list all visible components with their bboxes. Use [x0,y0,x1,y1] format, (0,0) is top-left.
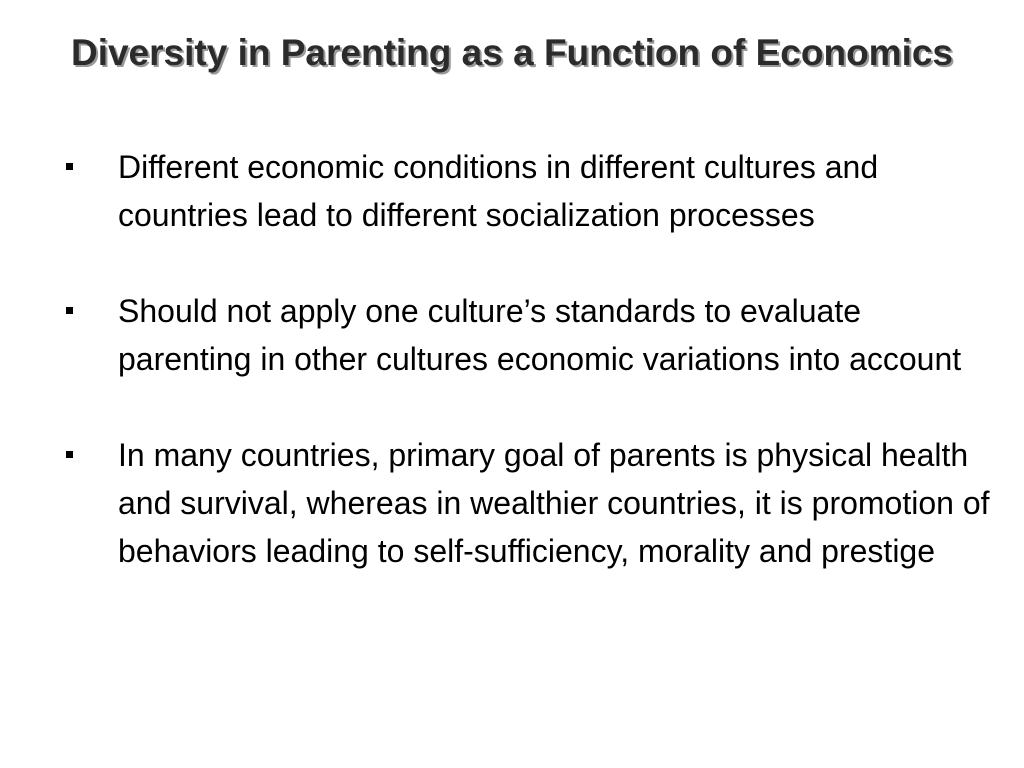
bullet-item [60,431,990,575]
square-bullet-icon [66,163,73,170]
bullet-list [60,143,990,623]
bullet-text: Should not apply one culture’s standards to evaluate parenting in other cultures economic variations into account [118,293,962,377]
slide-title: Diversity in Parenting as a Function of Economics [70,32,954,73]
bullet-item [60,143,990,239]
square-bullet-icon [66,307,73,314]
bullet-text: Different economic conditions in different cultures and countries lead to different socialization processes [118,149,879,233]
bullet-text: In many countries, primary goal of parents is physical health and survival, whereas in wealthier countries, it is promotion of behaviors leading to self-sufficiency, morality and prestige [118,437,990,569]
bullet-item [60,287,990,383]
square-bullet-icon [66,451,73,458]
